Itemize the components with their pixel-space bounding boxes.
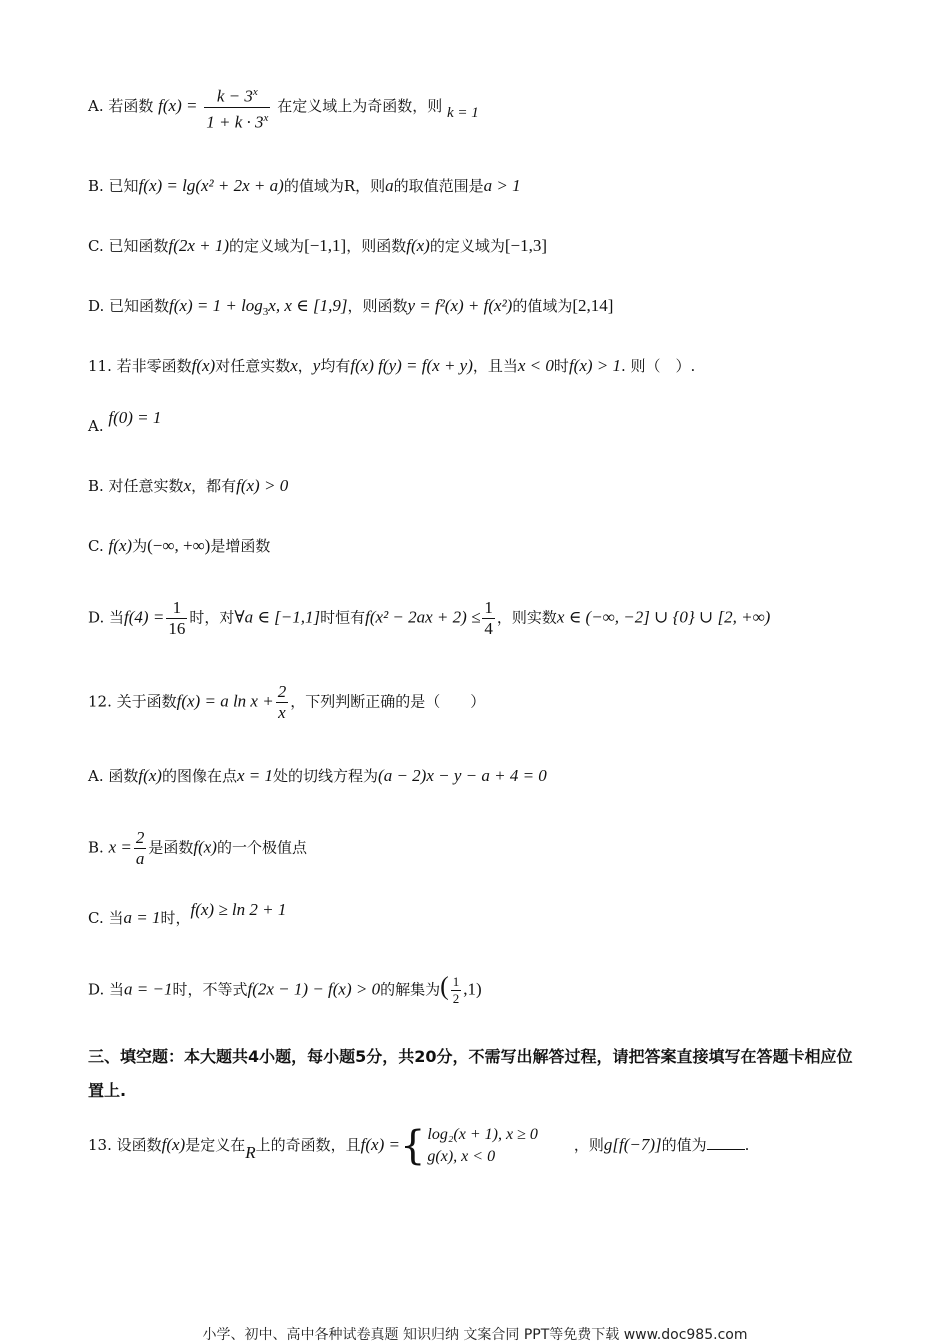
option-text: 的定义域为	[429, 237, 505, 255]
exp: x	[263, 111, 269, 124]
q12-option-b	[88, 828, 307, 869]
fraction	[276, 682, 289, 723]
option-label: D. 当	[88, 608, 125, 627]
math-expr: f(2x − 1) − f(x) > 0	[247, 979, 381, 999]
math-expr: x =	[108, 837, 132, 857]
question-text: 的值为	[661, 1136, 707, 1154]
option-text: 的定义域为	[229, 237, 305, 255]
math-var: a	[385, 176, 394, 195]
math-var: x	[290, 356, 298, 375]
q12-option-d	[88, 971, 482, 1007]
math-sub: 3	[262, 306, 269, 318]
q11-option-c	[88, 536, 270, 556]
frac-num: 2	[135, 828, 145, 847]
q10-option-b	[88, 176, 521, 196]
math-conclusion: k = 1	[447, 105, 479, 122]
option-label: A. 函数	[88, 767, 139, 785]
question-label: 11. 若非零函数	[88, 357, 192, 375]
math-expr: x < 0	[517, 356, 554, 375]
q10-option-a	[88, 82, 479, 132]
option-text: 的取值范围是	[393, 177, 484, 195]
option-text: ，则函数	[347, 297, 408, 315]
option-label: C. 已知函数	[88, 237, 169, 255]
question-text: 上的奇函数，且	[255, 1136, 361, 1154]
q11-option-b	[88, 476, 288, 496]
math-expr: g[f(−7)]	[603, 1135, 662, 1154]
option-text: 时，	[160, 909, 191, 927]
math-interval: [−1,1]	[304, 236, 347, 255]
option-text: 在定义域上为奇函数，则	[277, 97, 443, 116]
math-expr: f(x) f(y) = f(x + y)	[350, 356, 473, 375]
math-expr: ∀a ∈ [−1,1]	[234, 607, 321, 627]
math-interval: [−1,3]	[504, 236, 548, 255]
option-text: 的解集为	[380, 980, 441, 999]
option-text: 时，不等式	[172, 980, 248, 999]
math-expr: f(x) =	[360, 1135, 400, 1154]
math-fx: f(x) =	[158, 96, 198, 116]
option-label: A. 若函数	[88, 97, 154, 116]
math-expr: f(x) = lg(x² + 2x + a)	[138, 176, 284, 195]
option-label: D. 当	[88, 980, 125, 999]
option-label: B. 对任意实数	[88, 477, 184, 495]
answer-blank[interactable]	[707, 1135, 745, 1150]
q11-option-a	[88, 408, 162, 436]
frac-den: 1 + k · 3	[206, 112, 264, 132]
case-2: g(x), x < 0	[427, 1148, 496, 1165]
math-expr: f(4) =	[124, 607, 165, 627]
option-text: 的值域为	[512, 297, 573, 315]
option-text: 是函数	[148, 838, 194, 857]
case-1: log₂(x + 1), x ≥ 0	[427, 1126, 538, 1143]
question-text: .	[744, 1136, 750, 1154]
math-expr: f(x) ≥ ln 2 + 1	[190, 900, 287, 919]
page-footer: 小学、初中、高中各种试卷真题 知识归纳 文案合同 PPT等免费下载 www.doc985.com	[202, 1327, 748, 1343]
math-expr: f(x)	[191, 356, 216, 375]
q13-stem	[88, 1124, 749, 1168]
q11-option-d	[88, 598, 770, 639]
option-text: 时恒有	[320, 608, 366, 627]
brace-icon: {	[399, 1123, 426, 1169]
question-text: 是定义在	[185, 1136, 246, 1154]
math-expr: f(x) > 0	[236, 476, 289, 495]
option-label: A.	[88, 417, 104, 435]
option-text: 处的切线方程为	[273, 767, 379, 785]
frac-den: a	[135, 849, 145, 868]
exp: x	[252, 86, 258, 98]
option-text: 为	[132, 537, 148, 555]
q10-option-d	[88, 296, 613, 322]
math-paren: ,1)	[463, 979, 482, 999]
math-interval: [2,14]	[572, 296, 614, 315]
frac-num: 2	[277, 682, 287, 701]
question-text: ，且当	[472, 357, 518, 375]
math-expr: (a − 2)x − y − a + 4 = 0	[378, 766, 547, 785]
frac-num: 1	[172, 598, 182, 617]
option-text: ，则实数	[496, 608, 557, 627]
question-label: 13. 设函数	[88, 1136, 162, 1154]
option-label: B. 已知	[88, 177, 139, 195]
frac-den: 4	[484, 619, 493, 638]
math-conclusion: a > 1	[483, 176, 521, 195]
math-expr: f(x)	[108, 536, 133, 555]
option-text: ，则函数	[346, 237, 407, 255]
math-expr: f(x)	[161, 1135, 186, 1154]
math-var: y	[312, 356, 321, 375]
math-expr: f(x) > 1	[568, 356, 621, 375]
frac-num: 1	[484, 598, 493, 617]
frac-den: 16	[168, 619, 186, 638]
option-text: 的图像在点	[161, 767, 237, 785]
question-text: ，则	[573, 1136, 604, 1154]
frac-num: k − 3	[216, 86, 253, 106]
option-text: ，都有	[191, 477, 237, 495]
option-text: 的一个极值点	[216, 838, 307, 857]
fraction	[204, 82, 270, 132]
option-text: 时，对	[189, 608, 235, 627]
math-expr: y = f²(x) + f(x²)	[407, 296, 513, 315]
fraction	[482, 598, 495, 639]
question-text: ，	[297, 357, 313, 375]
option-label: B.	[88, 838, 104, 857]
piecewise	[400, 1124, 538, 1168]
math-paren: (	[440, 971, 449, 1001]
question-text: . 则（ ）.	[621, 357, 696, 375]
option-text: 的值域为R，则	[283, 177, 386, 195]
section-heading: 三、填空题：本大题共4小题，每小题5分，共20分，不需写出解答过程，请把答案直接填写在答题卡相应位置上.	[88, 1047, 853, 1100]
question-text: 均有	[320, 357, 351, 375]
q12-option-c	[88, 900, 287, 928]
math-expr: a = −1	[124, 979, 173, 999]
math-expr: f(x)	[193, 837, 217, 857]
math-expr: f(x)	[138, 766, 162, 785]
math-expr: f(0) = 1	[108, 408, 162, 427]
option-label: D. 已知函数	[88, 297, 170, 315]
math-var: x	[183, 476, 192, 495]
option-label: C.	[88, 537, 104, 555]
frac-num: 1	[452, 974, 460, 989]
frac-den: 2	[452, 991, 460, 1006]
math-expr: f(x)	[406, 236, 430, 255]
question-text: 时	[553, 357, 569, 375]
frac-den: x	[278, 703, 286, 722]
math-var: R	[245, 1143, 256, 1162]
math-expr: f(2x + 1)	[168, 236, 230, 255]
option-text: 是增函数	[210, 537, 271, 555]
math-expr: a = 1	[123, 908, 161, 927]
q10-option-c	[88, 236, 547, 256]
question-text: 对任意实数	[215, 357, 291, 375]
math-interval: (−∞, +∞)	[147, 536, 211, 555]
q11-stem	[88, 356, 695, 376]
math-expr: f(x) = a ln x +	[176, 691, 274, 711]
fraction	[134, 828, 147, 869]
math-expr: x ∈ (−∞, −2] ∪ {0} ∪ [2, +∞)	[556, 607, 771, 627]
fraction	[166, 598, 187, 639]
math-expr: x = 1	[236, 766, 274, 785]
q12-stem	[88, 682, 485, 723]
math-expr: f(x) = 1 + log	[169, 296, 263, 315]
question-label: 12. 关于函数	[88, 692, 177, 711]
q12-option-a	[88, 766, 547, 786]
math-expr: f(x² − 2ax + 2) ≤	[365, 607, 481, 627]
math-expr: x, x ∈ [1,9]	[268, 296, 348, 315]
question-text: ，下列判断正确的是（ ）	[290, 692, 486, 711]
option-label: C. 当	[88, 909, 124, 927]
fraction	[451, 974, 462, 1007]
